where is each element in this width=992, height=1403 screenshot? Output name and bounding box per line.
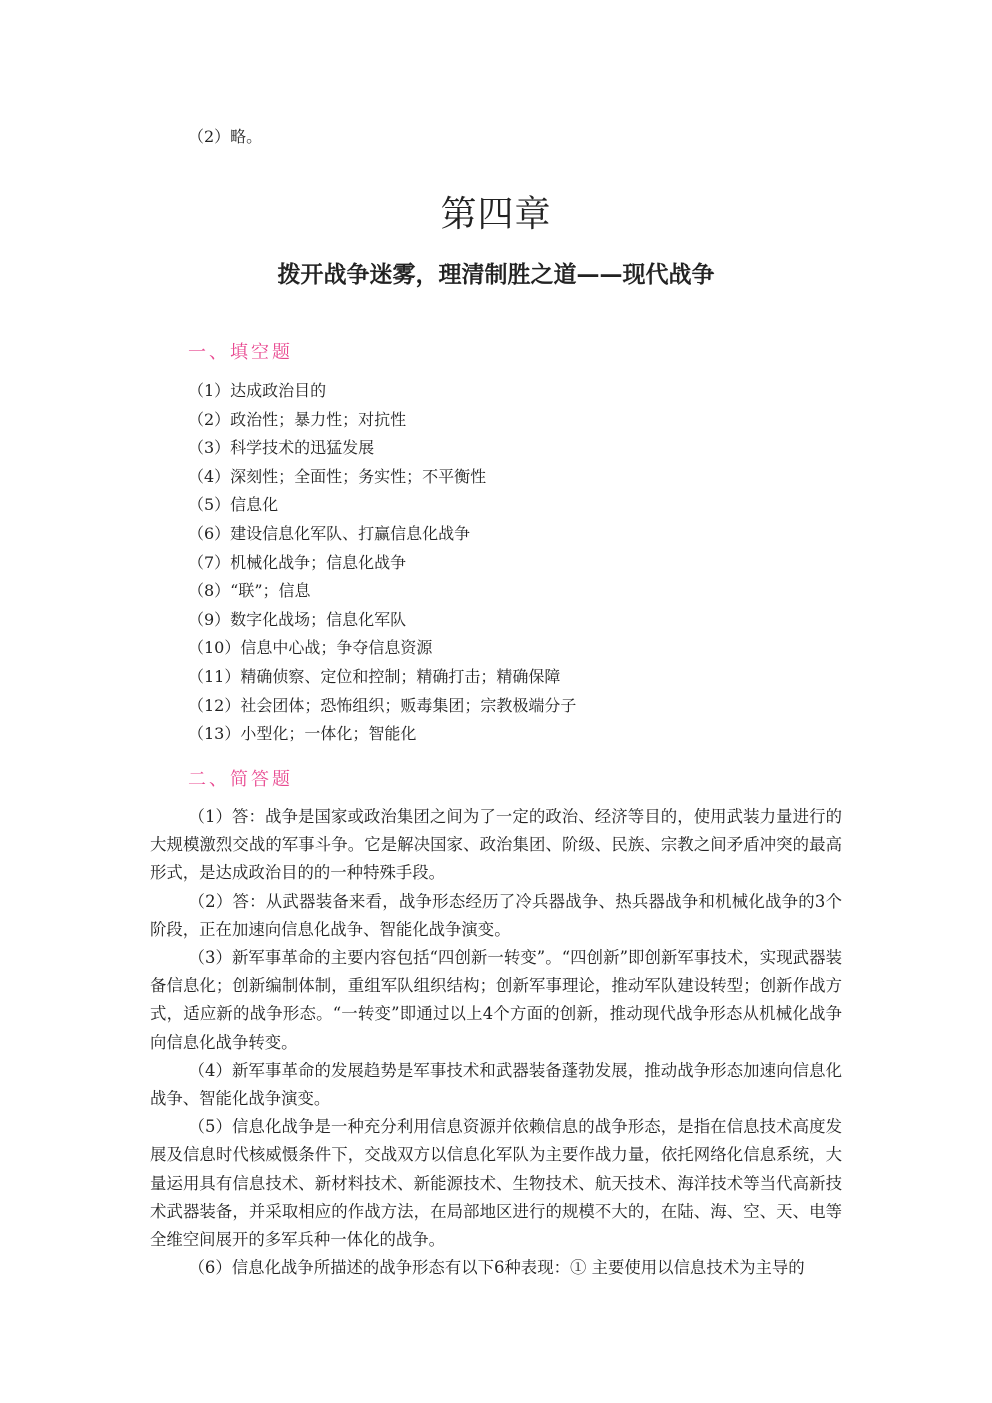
fill-blank-answer: （10）信息中心战；争夺信息资源 bbox=[188, 638, 433, 658]
fill-blank-answer: （13）小型化；一体化；智能化 bbox=[188, 724, 417, 744]
fill-blank-answer: （6）建设信息化军队、打赢信息化战争 bbox=[188, 523, 471, 543]
short-answer-paragraph: （3）新军事革命的主要内容包括“四创新一转变”。“四创新”即创新军事技术，实现武器装备信息化；创新编制体制，重组军队组织结构；创新军事理论，推动军队建设转型；创新作战方式，适应新的战争形态。“一转变”即通过以上4个方面的创新，推动现代战争形态从机械化战争向信息化战争转变。 bbox=[150, 948, 842, 1052]
chapter-title: 第四章 bbox=[440, 194, 552, 235]
short-answer-paragraph: （6）信息化战争所描述的战争形态有以下6种表现：① 主要使用以信息技术为主导的 bbox=[188, 1258, 805, 1278]
fill-blank-answer: （1）达成政治目的 bbox=[188, 381, 327, 400]
fill-blank-answer: （2）政治性；暴力性；对抗性 bbox=[188, 409, 407, 429]
fill-blank-answer: （7）机械化战争；信息化战争 bbox=[188, 552, 407, 572]
chapter-subtitle: 拨开战争迷雾，理清制胜之道——现代战争 bbox=[277, 261, 715, 288]
section-heading-fill-blank: 一、填空题 bbox=[188, 342, 293, 363]
fill-blank-answer: （4）深刻性；全面性；务实性；不平衡性 bbox=[188, 466, 487, 486]
fill-blank-answer: （12）社会团体；恐怖组织；贩毒集团；宗教极端分子 bbox=[188, 695, 577, 715]
section-heading-short-answer: 二、简答题 bbox=[188, 769, 293, 790]
fill-blank-answer: （5）信息化 bbox=[188, 495, 279, 515]
short-answer-paragraph: （5）信息化战争是一种充分利用信息资源并依赖信息的战争形态，是指在信息技术高度发展及信息时代核威慑条件下，交战双方以信息化军队为主要作战力量，依托网络化信息系统，大量运用具有信息技术、新材料技术、新能源技术、生物技术、航天技术、海洋技术等当代高新技术武器装备，并采取相应的作战方法，在局部地区进行的规模不大的，在陆、海、空、天、电等全维空间展开的多军兵种一体化的战争。 bbox=[150, 1117, 842, 1250]
fill-blank-answer: （3）科学技术的迅猛发展 bbox=[188, 438, 375, 458]
previous-answer-line: （2）略。 bbox=[188, 127, 263, 146]
short-answer-paragraph: （1）答：战争是国家或政治集团之间为了一定的政治、经济等目的，使用武装力量进行的大规模激烈交战的军事斗争。它是解决国家、政治集团、阶级、民族、宗教之间矛盾冲突的最高形式，是达成政治目的的一种特殊手段。 bbox=[150, 807, 842, 883]
fill-blank-answer: （11）精确侦察、定位和控制；精确打击；精确保障 bbox=[188, 666, 561, 686]
fill-blank-answer: （8）“联”；信息 bbox=[188, 581, 311, 601]
short-answer-paragraph: （4）新军事革命的发展趋势是军事技术和武器装备蓬勃发展，推动战争形态加速向信息化战争、智能化战争演变。 bbox=[150, 1060, 842, 1109]
fill-blank-answer-list bbox=[188, 377, 576, 749]
short-answer-paragraphs bbox=[150, 803, 842, 1282]
short-answer-paragraph: （2）答：从武器装备来看，战争形态经历了冷兵器战争、热兵器战争和机械化战争的3个阶段，正在加速向信息化战争、智能化战争演变。 bbox=[150, 891, 842, 939]
fill-blank-answer: （9）数字化战场；信息化军队 bbox=[188, 609, 407, 629]
